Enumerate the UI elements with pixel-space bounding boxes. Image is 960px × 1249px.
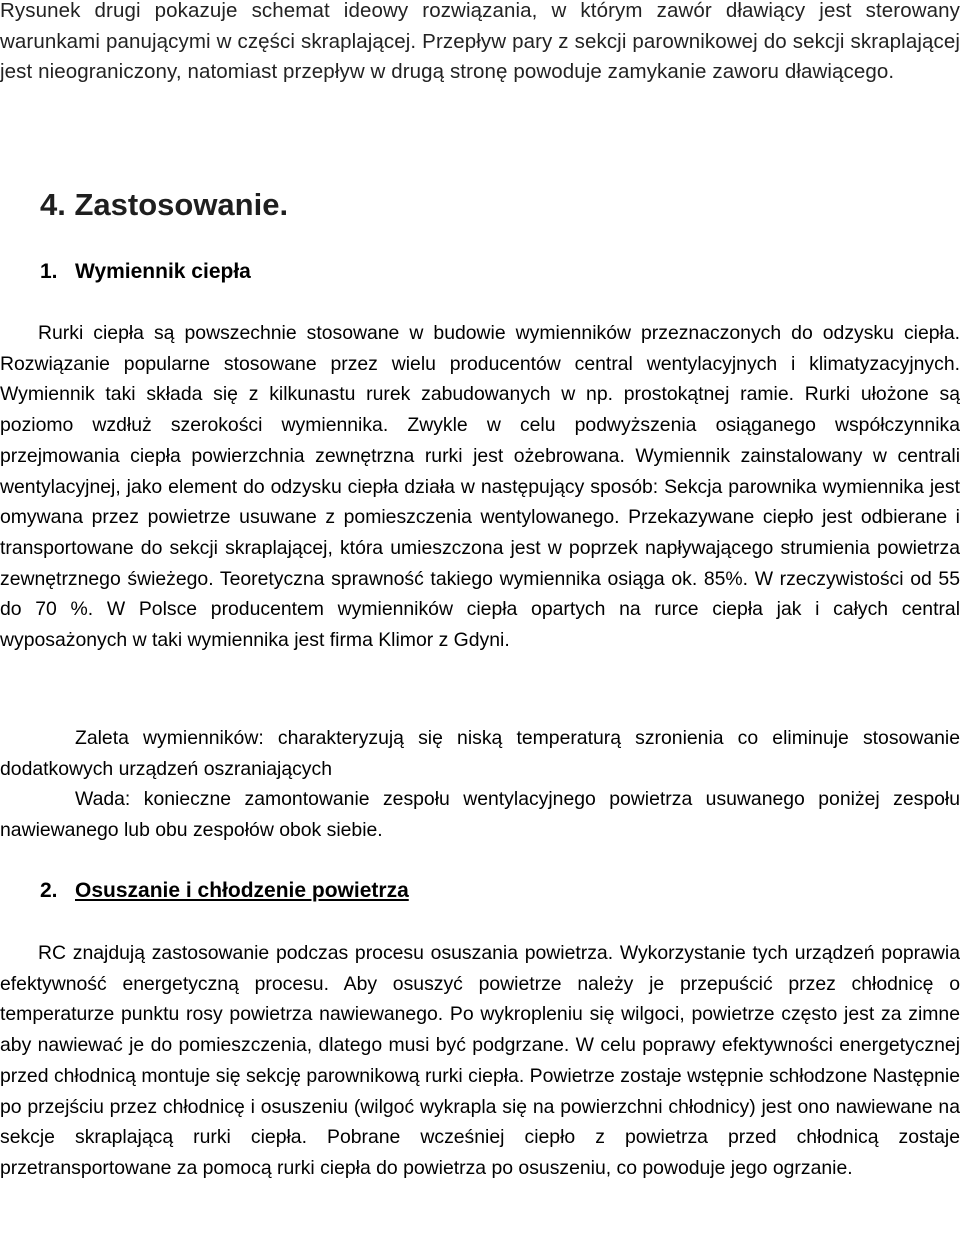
subsection-1-heading [40, 257, 251, 287]
intro-paragraph: Rysunek drugi pokazuje schemat ideowy rozwiązania, w którym zawór dławiący jest sterowany warunkami panującymi w części skraplającej. Przepływ pary z sekcji parownikowej do sekcji skraplającej jest nieograniczony, natomiast przepływ w drugą stronę powoduje zamykanie zaworu dławiącego. [0, 0, 960, 84]
subsection-2-number: 2. [40, 879, 58, 902]
subsection-2-heading [40, 876, 409, 906]
advantage-paragraph: Zaleta wymienników: charakteryzują się niską temperaturą szronienia co eliminuje stosowanie dodatkowych urządzeń oszraniających [0, 727, 960, 780]
subsection-2-title: Osuszanie i chłodzenie powietrza [75, 879, 409, 902]
subsection-1-title: Wymiennik ciepła [75, 260, 251, 283]
subsection-2-body: RC znajdują zastosowanie podczas procesu osuszania powietrza. Wykorzystanie tych urządzeń poprawia efektywność energetyczną procesu. Aby osuszyć powietrze należy je przepuścić przez chłodnicę o temperaturze punktu rosy powietrza nawiewanego. Po wykropleniu się wilgoci, powietrze często jest za zimne aby nawiewać je do pomieszczenia, dlatego musi być podgrzane. W celu poprawy efektywności energetycznej przed chłodnicą montuje się sekcję parownikową rurki ciepła. Powietrze zostaje wstępnie schłodzone Następnie po przejściu przez chłodnicę i osuszeniu (wilgoć wykrapla się na powierzchni chłodnicy) jest ono nawiewane na sekcje skraplającą rurki ciepła. Pobrane wcześniej ciepło z powietrza przed chłodnicą zostaje przetransportowane za pomocą rurki ciepła do powietrza po osuszeniu, co powoduje jego ogrzanie. [0, 942, 960, 1179]
section-heading: 4. Zastosowanie. [40, 187, 289, 222]
subsection-1-body: Rurki ciepła są powszechnie stosowane w budowie wymienników przeznaczonych do odzysku ciepła. Rozwiązanie popularne stosowane przez wielu producentów central wentylacyjnych i klimatyzacyjnych. Wymiennik taki składa się z kilkunastu rurek zabudowanych w np. prostokątnej ramie. Rurki ułożone są poziomo wzdłuż szerokości wymiennika. Zwykle w celu podwyższenia osiąganego współczynnika przejmowania ciepła powierzchnia zewnętrzna rurki jest ożebrowana. Wymiennik zainstalowany w centrali wentylacyjnej, jako element do odzysku ciepła działa w następujący sposób: Sekcja parownika wymiennika jest omywana przez powietrze usuwane z pomieszczenia wentylowanego. Przekazywane ciepło jest odbierane i transportowane do sekcji skraplającej, która umieszczona jest w poprzek napływającego strumienia powietrza zewnętrznego świeżego. Teoretyczna sprawność takiego wymiennika osiąga ok. 85%. W rzeczywistości od 55 do 70 %. W Polsce producentem wymienników ciepła opartych na rurce ciepła jak i całych central wyposażonych w taki wymiennika jest firma Klimor z Gdyni. [0, 322, 960, 652]
subsection-1-number: 1. [40, 260, 58, 283]
disadvantage-paragraph: Wada: konieczne zamontowanie zespołu wentylacyjnego powietrza usuwanego poniżej zespołu nawiewanego lub obu zespołów obok siebie. [0, 788, 960, 841]
